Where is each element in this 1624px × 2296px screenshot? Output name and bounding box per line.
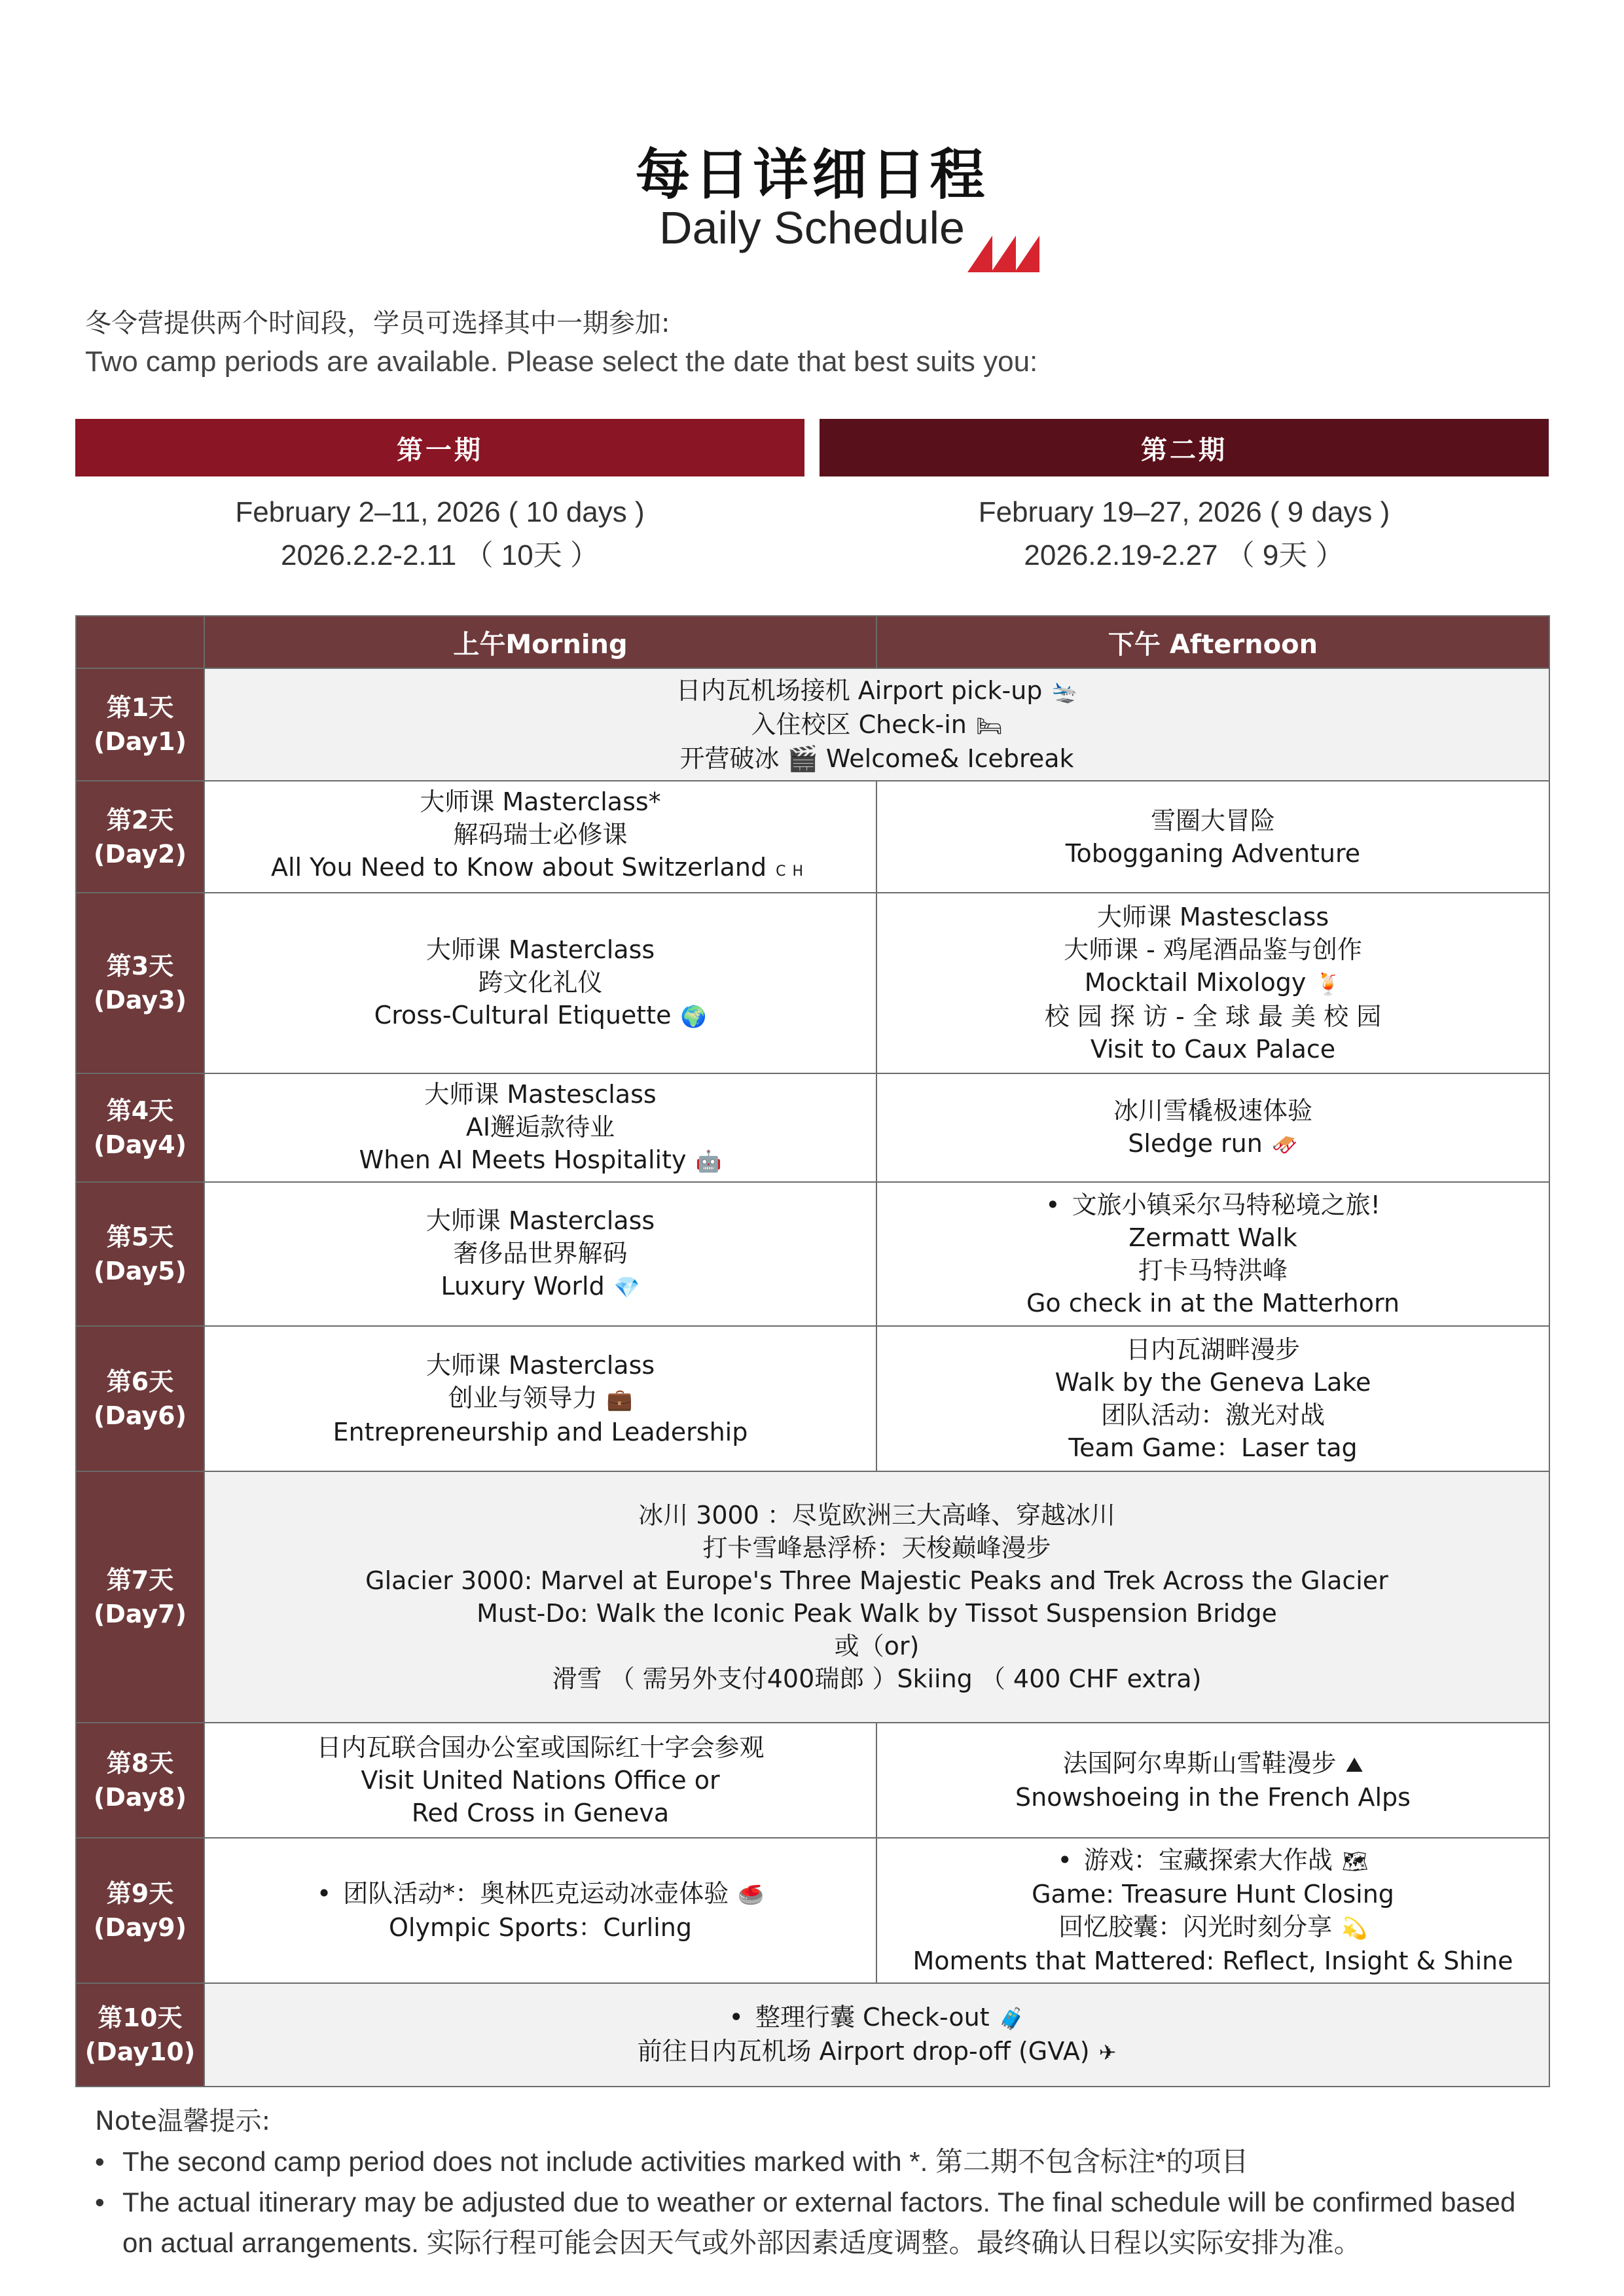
schedule-table — [75, 615, 1550, 2087]
afternoon-cell — [876, 893, 1549, 1073]
activity-line — [211, 1204, 869, 1237]
day-label-zh: 第7天 — [106, 1566, 174, 1594]
afternoon-cell — [876, 1326, 1549, 1471]
activity-text: 日内瓦机场接机 Airport pick-up — [676, 676, 1043, 705]
activity-text: 日内瓦联合国办公室或国际红十字会参观 — [316, 1733, 765, 1762]
activity-line — [211, 1564, 1542, 1597]
schedule-row — [76, 893, 1549, 1073]
page-title-zh: 每日详细日程 — [635, 143, 989, 207]
page-title-en: Daily Schedule — [659, 202, 965, 253]
brand-logo-icon — [967, 236, 1039, 272]
activity-line — [211, 1270, 869, 1304]
period-2-dates-zh: 2026.2.19-2.27 （ 9天 ） — [1024, 539, 1344, 571]
afternoon-cell — [876, 1073, 1549, 1182]
afternoon-cell — [876, 1182, 1549, 1326]
activity-text: • 文旅小镇采尔马特秘境之旅! — [1045, 1191, 1380, 1219]
schedule-row — [76, 668, 1549, 781]
afternoon-cell — [876, 1838, 1549, 1983]
activity-line — [211, 1532, 1542, 1564]
activity-emoji-icon: 🛬 — [1051, 679, 1078, 704]
activity-line — [211, 1382, 869, 1416]
activity-text: 团队活动：激光对战 — [1100, 1401, 1325, 1429]
activity-text: Sledge run — [1128, 1129, 1263, 1158]
day-label-zh: 第6天 — [106, 1367, 174, 1396]
activity-text: Entrepreneurship and Leadership — [333, 1418, 748, 1446]
activity-line — [884, 1287, 1542, 1319]
day-label-en: (Day1) — [94, 727, 187, 756]
activity-text: 解码瑞士必修课 — [453, 820, 628, 849]
activity-line — [884, 804, 1542, 837]
activity-line — [211, 1911, 869, 1944]
activity-line — [211, 999, 869, 1033]
afternoon-cell — [876, 781, 1549, 893]
activity-text: Must-Do: Walk the Iconic Peak Walk by Tissot Suspension Bridge — [477, 1599, 1277, 1628]
day-label-en: (Day8) — [94, 1783, 187, 1812]
activity-line — [211, 1237, 869, 1270]
day-label-cell — [76, 1182, 204, 1326]
activity-line — [884, 1366, 1542, 1399]
activity-text: • 团队活动*：奥林匹克运动冰壶体验 — [317, 1879, 729, 1908]
activity-line — [884, 1127, 1542, 1161]
activity-text: Game: Treasure Hunt Closing — [1032, 1880, 1394, 1909]
day-label-zh: 第9天 — [106, 1879, 174, 1908]
activity-text: 打卡雪峰悬浮桥：天梭巅峰漫步 — [702, 1534, 1051, 1562]
activity-line — [884, 1878, 1542, 1910]
activity-text: Go check in at the Matterhorn — [1026, 1289, 1400, 1318]
activity-text: 法国阿尔卑斯山雪鞋漫步 — [1062, 1749, 1337, 1778]
activity-line — [884, 1094, 1542, 1127]
activity-line — [211, 851, 869, 888]
activity-line — [884, 1431, 1542, 1464]
activity-line — [211, 933, 869, 966]
morning-cell — [204, 1326, 876, 1471]
afternoon-header: 下午 Afternoon — [876, 616, 1549, 668]
day-label-zh: 第8天 — [106, 1749, 174, 1778]
activity-line — [884, 1221, 1542, 1254]
activity-text: Team Game：Laser tag — [1068, 1433, 1358, 1462]
activity-text: 日内瓦湖畔漫步 — [1125, 1335, 1300, 1364]
activity-line — [211, 2035, 1542, 2069]
activity-text: 创业与领导力 — [448, 1384, 598, 1412]
activity-text: All You Need to Know about Switzerland — [270, 853, 767, 882]
activity-line — [211, 1731, 869, 1764]
activity-text: 入住校区 Check-in — [751, 710, 967, 739]
schedule-row — [76, 1471, 1549, 1723]
activity-text: 大师课 Masterclass — [425, 1351, 655, 1380]
day-label-cell — [76, 781, 204, 893]
note-item: • The actual itinerary may be adjusted due to weather or external factors. The final schedule will be confirmed based on actual arrangements. 实际行程可能会因天气或外部因素适度调整。最终确认日程以实际安排为准。 — [95, 2182, 1548, 2263]
activity-emoji-icon: 🤖 — [695, 1149, 722, 1174]
activity-line — [211, 1111, 869, 1143]
activity-text: Walk by the Geneva Lake — [1055, 1368, 1371, 1397]
day-label-en: (Day10) — [84, 2037, 196, 2066]
activity-text: 大师课 Mastesclass — [424, 1080, 657, 1109]
day-label-en: (Day9) — [94, 1913, 187, 1942]
day-label-cell — [76, 668, 204, 781]
activity-text: • 游戏：宝藏探索大作战 — [1057, 1846, 1332, 1874]
activity-text: Cross-Cultural Etiquette — [374, 1001, 672, 1030]
activity-emoji-icon: 💼 — [606, 1387, 633, 1412]
activity-emoji-icon: 🛷 — [1271, 1132, 1298, 1157]
activity-line — [211, 1349, 869, 1382]
activity-text: 大师课 Masterclass — [425, 1206, 655, 1235]
activity-text: 前往日内瓦机场 Airport drop-off (GVA) — [637, 2037, 1090, 2066]
activity-line — [884, 1399, 1542, 1431]
activity-line — [211, 1877, 869, 1911]
day-label-cell — [76, 1073, 204, 1182]
activity-line — [884, 1747, 1542, 1781]
activity-line — [211, 1764, 869, 1797]
period-1-dates-en: February 2–11, 2026 ( 10 days ) — [235, 496, 645, 528]
activity-text: 滑雪 （ 需另外支付400瑞郎 ）Skiing （ 400 CHF extra) — [552, 1664, 1202, 1693]
activity-emoji-icon: 🧳 — [998, 2006, 1025, 2031]
morning-cell — [204, 781, 876, 893]
day-label-en: (Day5) — [94, 1257, 187, 1285]
activity-emoji-icon: ⛰ — [1345, 1752, 1363, 1777]
activity-emoji-icon: 🛏 — [975, 713, 1003, 738]
activity-line — [884, 933, 1542, 966]
note-item: • The second camp period does not include activities marked with *. 第二期不包含标注*的项目 — [95, 2142, 1548, 2182]
activity-emoji-icon: 💎 — [613, 1275, 640, 1300]
activity-text: 打卡马特洪峰 — [1138, 1256, 1288, 1285]
day-label-cell — [76, 1471, 204, 1723]
activity-text: 开营破冰 🎬 Welcome& Icebreak — [679, 744, 1074, 773]
schedule-row — [76, 1723, 1549, 1838]
activity-line — [884, 966, 1542, 1000]
period-2-dates-en: February 19–27, 2026 ( 9 days ) — [978, 496, 1390, 528]
activity-text: Visit to Caux Palace — [1090, 1035, 1336, 1064]
activity-line — [211, 742, 1542, 775]
activity-line — [884, 1189, 1542, 1221]
activity-text: 奢侈品世界解码 — [453, 1239, 628, 1268]
activity-line — [211, 674, 1542, 708]
activity-line — [884, 1033, 1542, 1066]
activity-text: AI邂逅款待业 — [465, 1113, 615, 1141]
activity-emoji-icon: ✈ — [1098, 2040, 1117, 2065]
activity-text: When AI Meets Hospitality — [359, 1145, 687, 1174]
schedule-row — [76, 1182, 1549, 1326]
activity-line — [211, 1078, 869, 1111]
day-label-en: (Day6) — [94, 1401, 187, 1430]
schedule-row — [76, 781, 1549, 893]
activity-line — [884, 901, 1542, 933]
notes-section — [95, 2101, 1548, 2263]
activity-text: 冰川 3000 ：尽览欧洲三大高峰、穿越冰川 — [638, 1501, 1115, 1530]
activity-emoji-icon: 🥌 — [738, 1882, 765, 1907]
activity-emoji-icon: CH — [776, 863, 810, 880]
morning-cell — [204, 1838, 876, 1983]
day-label-en: (Day2) — [94, 839, 187, 869]
day-label-cell — [76, 1838, 204, 1983]
day-label-cell — [76, 1723, 204, 1838]
activity-line — [211, 1597, 1542, 1630]
activity-text: Snowshoeing in the French Alps — [1015, 1783, 1411, 1812]
activity-line — [884, 1333, 1542, 1366]
activity-text: Moments that Mattered: Reflect, Insight & Shine — [912, 1946, 1513, 1975]
activity-line — [211, 1416, 869, 1448]
day-label-zh: 第2天 — [106, 805, 174, 834]
activity-text: Visit United Nations Office or — [361, 1766, 720, 1795]
day-label-en: (Day3) — [94, 986, 187, 1014]
full-day-cell — [204, 1983, 1549, 2087]
activity-line — [211, 785, 869, 818]
period-1-header: 第一期 — [75, 419, 804, 476]
morning-cell — [204, 1723, 876, 1838]
activity-line — [211, 818, 869, 851]
day-label-cell — [76, 1326, 204, 1471]
activity-text: Red Cross in Geneva — [411, 1799, 670, 1827]
day-label-zh: 第4天 — [106, 1096, 174, 1125]
activity-text: 跨文化礼仪 — [478, 968, 603, 997]
schedule-row — [76, 1838, 1549, 1983]
activity-line — [211, 966, 869, 999]
activity-text: 回忆胶囊：闪光时刻分享 — [1058, 1912, 1333, 1941]
activity-line — [884, 837, 1542, 870]
day-label-en: (Day7) — [94, 1600, 187, 1628]
morning-header: 上午Morning — [204, 616, 876, 668]
activity-text: • 整理行囊 Check-out — [729, 2003, 990, 2032]
activity-emoji-icon: 💫 — [1341, 1916, 1367, 1941]
activity-line — [211, 1499, 1542, 1532]
day-label-zh: 第5天 — [106, 1223, 174, 1251]
schedule-header-row — [76, 616, 1549, 668]
activity-text: Olympic Sports：Curling — [389, 1913, 692, 1942]
activity-line — [884, 1910, 1542, 1945]
schedule-row — [76, 1073, 1549, 1182]
activity-emoji-icon: 🗺 — [1341, 1849, 1369, 1874]
activity-line — [884, 1254, 1542, 1287]
activity-text: 校 园 探 访 - 全 球 最 美 校 园 — [1044, 1002, 1382, 1031]
full-day-cell — [204, 1471, 1549, 1723]
activity-text: 大师课 - 鸡尾酒品鉴与创作 — [1064, 935, 1362, 964]
day-label-zh: 第3天 — [106, 952, 174, 980]
activity-text: 或（or) — [834, 1632, 920, 1660]
period-2-header: 第二期 — [820, 419, 1549, 476]
day-label-zh: 第1天 — [106, 693, 174, 722]
activity-line — [884, 1781, 1542, 1814]
corner-cell — [76, 616, 204, 668]
activity-line — [884, 1000, 1542, 1033]
period-1-dates-zh: 2026.2.2-2.11 （ 10天 ） — [281, 539, 599, 571]
activity-text: Luxury World — [441, 1272, 605, 1300]
activity-text: 大师课 Masterclass — [425, 935, 655, 964]
activity-text: 雪圈大冒险 — [1150, 806, 1275, 835]
activity-line — [211, 1797, 869, 1829]
activity-emoji-icon: 🌍 — [680, 1004, 707, 1029]
activity-emoji-icon: 🍹 — [1315, 971, 1342, 996]
schedule-row — [76, 1983, 1549, 2087]
day-label-en: (Day4) — [94, 1130, 187, 1159]
morning-cell — [204, 893, 876, 1073]
activity-text: 大师课 Mastesclass — [1096, 903, 1329, 931]
day-label-cell — [76, 1983, 204, 2087]
activity-line — [211, 1630, 1542, 1662]
activity-text: Mocktail Mixology — [1084, 968, 1307, 997]
activity-line — [211, 708, 1542, 742]
activity-line — [211, 1143, 869, 1177]
activity-text: 冰川雪橇极速体验 — [1113, 1096, 1312, 1125]
period-1-dates — [75, 491, 804, 577]
activity-line — [884, 1945, 1542, 1977]
activity-text: Glacier 3000: Marvel at Europe's Three Majestic Peaks and Trek Across the Glacier — [365, 1566, 1388, 1595]
intro-text-en: Two camp periods are available. Please select the date that best suits you: — [85, 346, 1038, 378]
morning-cell — [204, 1182, 876, 1326]
activity-line — [211, 2001, 1542, 2035]
period-2-dates — [820, 491, 1549, 577]
afternoon-cell — [876, 1723, 1549, 1838]
full-day-cell — [204, 668, 1549, 781]
activity-text: Tobogganing Adventure — [1065, 838, 1361, 868]
day-label-cell — [76, 893, 204, 1073]
activity-text: 大师课 Masterclass* — [420, 787, 661, 816]
notes-title: Note温馨提示: — [95, 2106, 271, 2136]
day-label-zh: 第10天 — [98, 2003, 183, 2032]
schedule-row — [76, 1326, 1549, 1471]
activity-line — [884, 1844, 1542, 1878]
morning-cell — [204, 1073, 876, 1182]
activity-text: Zermatt Walk — [1128, 1223, 1297, 1252]
activity-line — [211, 1662, 1542, 1695]
intro-text-zh: 冬令营提供两个时间段，学员可选择其中一期参加: — [85, 308, 670, 338]
